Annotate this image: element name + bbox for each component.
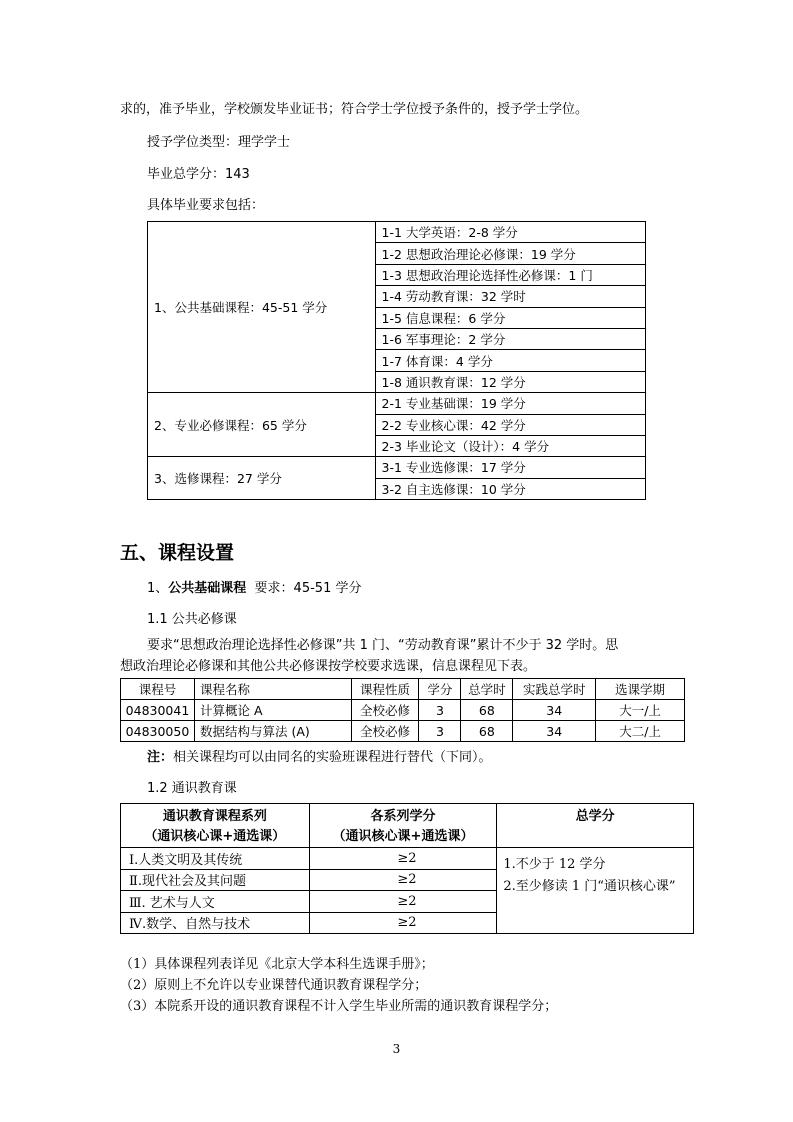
req-item: 3-2 自主选修课：10 学分	[375, 478, 645, 499]
gen-header-series-line1: 通识教育课程系列	[162, 809, 267, 824]
header-cell: 总学时	[461, 679, 513, 700]
course-semester: 大一/上	[596, 700, 685, 721]
gen-series-credits: ≥2	[309, 848, 497, 870]
req-group-3: 3、选修课程：27 学分	[148, 457, 376, 500]
header-cell: 课程性质	[351, 679, 419, 700]
gen-series: Ⅲ. 艺术与人文	[121, 891, 310, 913]
req-item: 2-2 专业核心课：42 学分	[375, 414, 645, 435]
note-label: 注：	[147, 750, 174, 765]
req-item: 1-6 军事理论：2 学分	[375, 328, 645, 349]
requirements-intro: 具体毕业要求包括：	[147, 198, 265, 213]
course-code: 04830041	[121, 700, 195, 721]
req-group-1: 1、公共基础课程：45-51 学分	[148, 222, 376, 393]
req-item: 1-4 劳动教育课：32 学时	[375, 286, 645, 307]
description-line-1: 要求“思想政治理论选择性必修课”共 1 门、“劳动教育课”累计不少于 32 学时。思	[147, 638, 619, 653]
intro-line: 求的，准予毕业，学校颁发毕业证书；符合学士学位授予条件的，授予学士学位。	[120, 102, 589, 117]
course-name: 数据结构与算法 (A)	[194, 721, 351, 742]
req-item: 1-3 思想政治理论选择性必修课：1 门	[375, 264, 645, 285]
course-hours: 68	[461, 721, 513, 742]
description-line-2: 想政治理论必修课和其他公共必修课按学校要求选课，信息课程见下表。	[120, 659, 537, 674]
course-table	[120, 678, 685, 742]
gen-header-series	[121, 804, 310, 848]
req-item: 1-5 信息课程：6 学分	[375, 307, 645, 328]
table-row	[121, 700, 685, 721]
subsection-1-prefix: 1、	[147, 581, 169, 596]
table-row	[121, 848, 694, 870]
subsection-1	[147, 580, 361, 598]
course-type: 全校必修	[351, 700, 419, 721]
header-cell: 课程号	[121, 679, 195, 700]
table-row	[121, 721, 685, 742]
course-practice-hours: 34	[513, 721, 596, 742]
header-cell: 选课学期	[596, 679, 685, 700]
gen-series-credits: ≥2	[309, 891, 497, 913]
total-credits: 毕业总学分：143	[147, 167, 250, 182]
note	[147, 749, 492, 767]
req-item: 3-1 专业选修课：17 学分	[375, 457, 645, 478]
header-cell: 学分	[419, 679, 461, 700]
req-item: 1-1 大学英语：2-8 学分	[375, 222, 645, 243]
list-item: （2）原则上不允许以专业课替代通识教育课程学分；	[120, 978, 428, 993]
requirements-table	[147, 221, 646, 500]
subsection-1-requirement: 要求：45-51 学分	[246, 581, 362, 596]
gen-total-line2: 2.至少修读 1 门“通识核心课”	[503, 879, 676, 894]
req-item: 2-1 专业基础课：19 学分	[375, 393, 645, 414]
req-item: 2-3 毕业论文（设计）：4 学分	[375, 435, 645, 456]
gen-total	[497, 848, 694, 934]
course-credits: 3	[419, 721, 461, 742]
gen-series-credits: ≥2	[309, 912, 497, 934]
page-number: 3	[392, 1042, 401, 1056]
course-semester: 大二/上	[596, 721, 685, 742]
gen-header-credits-line2: （通识核心课+通选课）	[332, 829, 474, 844]
req-item: 1-7 体育课：4 学分	[375, 350, 645, 371]
subsection-1-1: 1.1 公共必修课	[147, 612, 237, 627]
gen-header-series-line2: （通识核心课+通选课）	[144, 829, 286, 844]
header-cell: 课程名称	[194, 679, 351, 700]
course-table-header	[121, 679, 685, 700]
gen-total-line1: 1.不少于 12 学分	[503, 857, 606, 872]
course-code: 04830050	[121, 721, 195, 742]
course-hours: 68	[461, 700, 513, 721]
gen-series: Ⅳ.数学、自然与技术	[121, 912, 310, 934]
gen-header-credits-line1: 各系列学分	[370, 809, 436, 824]
gen-series: Ⅱ.现代社会及其问题	[121, 869, 310, 891]
subsection-1-title: 公共基础课程	[168, 581, 247, 596]
degree-type: 授予学位类型：理学学士	[147, 135, 291, 150]
course-practice-hours: 34	[513, 700, 596, 721]
general-education-table	[120, 803, 694, 934]
course-name: 计算概论 A	[194, 700, 351, 721]
course-credits: 3	[419, 700, 461, 721]
subsection-1-2: 1.2 通识教育课	[147, 781, 237, 796]
req-item: 1-2 思想政治理论必修课：19 学分	[375, 243, 645, 264]
gen-header-total: 总学分	[497, 804, 694, 848]
list-item: （1）具体课程列表详见《北京大学本科生选课手册》；	[120, 957, 434, 972]
course-type: 全校必修	[351, 721, 419, 742]
req-group-2: 2、专业必修课程：65 学分	[148, 393, 376, 457]
gen-series: Ⅰ.人类文明及其传统	[121, 848, 310, 870]
gen-header-credits	[309, 804, 497, 848]
list-item: （3）本院系开设的通识教育课程不计入学生毕业所需的通识教育课程学分；	[120, 999, 558, 1014]
section-title: 五、课程设置	[120, 542, 235, 564]
req-item: 1-8 通识教育课：12 学分	[375, 371, 645, 392]
note-text: 相关课程均可以由同名的实验班课程进行替代（下同）。	[173, 750, 492, 765]
gen-series-credits: ≥2	[309, 869, 497, 891]
header-cell: 实践总学时	[513, 679, 596, 700]
